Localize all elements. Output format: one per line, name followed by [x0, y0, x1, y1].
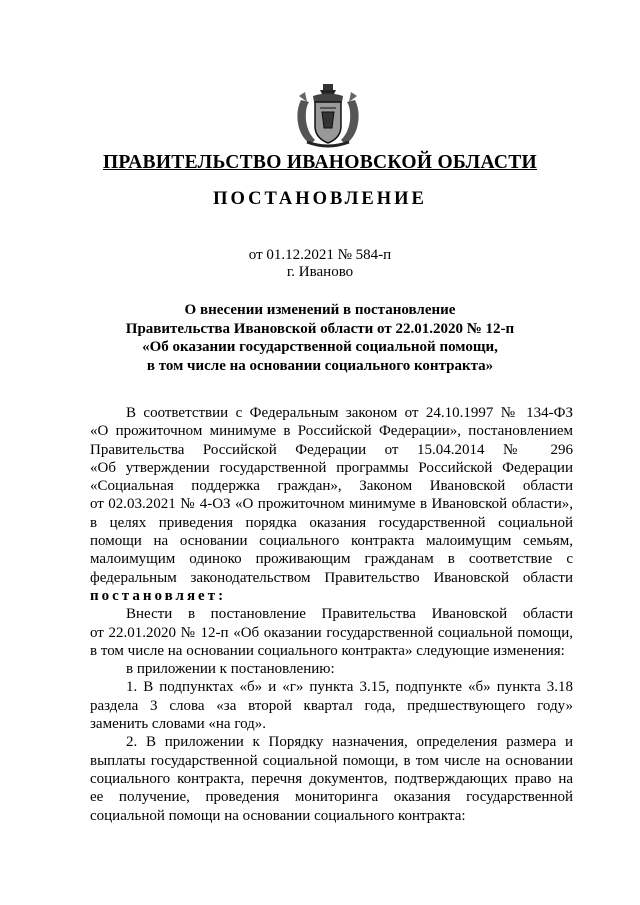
coat-of-arms-icon	[293, 82, 363, 148]
decree-title	[0, 301, 640, 376]
preamble-line: «Об утверждении государственной программы Российской Федерации	[90, 459, 573, 476]
item1-line: 1. В подпунктах «б» и «г» пункта 3.15, подпункте «б» пункта 3.18	[126, 679, 573, 696]
preamble-line: от 02.03.2021 № 4-ОЗ «О прожиточном минимуме в Ивановской области»,	[90, 496, 573, 513]
intro-line: Внести в постановление Правительства Ивановской области	[126, 606, 573, 623]
preamble-line: «О прожиточном минимуме в Российской Федерации», постановлением	[90, 423, 573, 440]
decree-body	[90, 404, 573, 825]
preamble-line: малоимущим одиноко проживающим гражданам в соответствие с	[90, 551, 573, 568]
preamble-line: в целях приведения порядка оказания государственной социальной	[90, 514, 573, 531]
title-line: «Об оказании государственной социальной помощи,	[142, 339, 498, 356]
decree-date-number: от 01.12.2021 № 584-п	[248, 247, 392, 263]
title-line: Правительства Ивановской области от 22.01.2020 № 12-п	[125, 320, 515, 337]
item1-line: заменить словами «на год».	[90, 716, 267, 733]
item2-line: 2. В приложении к Порядку назначения, определения размера и	[126, 734, 573, 751]
decree-city: г. Иваново	[286, 264, 354, 280]
preamble-line: В соответствии с Федеральным законом от 24.10.1997 № 134-ФЗ	[126, 405, 573, 421]
intro-line: от 22.01.2020 № 12-п «Об оказании государственной социальной помощи,	[90, 624, 573, 641]
title-line: О внесении изменений в постановление	[184, 302, 456, 318]
preamble-line: федеральным законодательством Правительство Ивановской области	[90, 569, 573, 586]
item2-line: ее получение, проведения мониторинга оказания государственной	[90, 789, 573, 806]
item2-line: социального контракта, перечня документов, подтверждающих право на	[90, 770, 573, 787]
preamble-line: Правительства Российской Федерации от 15.04.2014 № 296	[90, 441, 573, 458]
item2-line: социальной помощи на основании социального контракта:	[90, 807, 466, 824]
resolves-word: постановляет:	[90, 587, 227, 604]
item2-line: выплаты государственной социальной помощи, в том числе на основании	[90, 752, 573, 769]
preamble-line: помощи на основании социального контракта малоимущим семьям,	[90, 533, 573, 550]
title-line: в том числе на основании социального контракта»	[146, 358, 494, 375]
intro-line: в том числе на основании социального контракта» следующие изменения:	[90, 642, 565, 659]
item1-line: раздела 3 слова «за второй квартал года, предшествующего году»	[90, 697, 573, 714]
preamble-line: «Социальная поддержка граждан», Законом Ивановской области	[90, 478, 573, 495]
government-name: ПРАВИТЕЛЬСТВО ИВАНОВСКОЙ ОБЛАСТИ	[102, 152, 538, 173]
annex-line: в приложении к постановлению:	[126, 661, 335, 678]
document-type: ПОСТАНОВЛЕНИЕ	[213, 189, 427, 209]
